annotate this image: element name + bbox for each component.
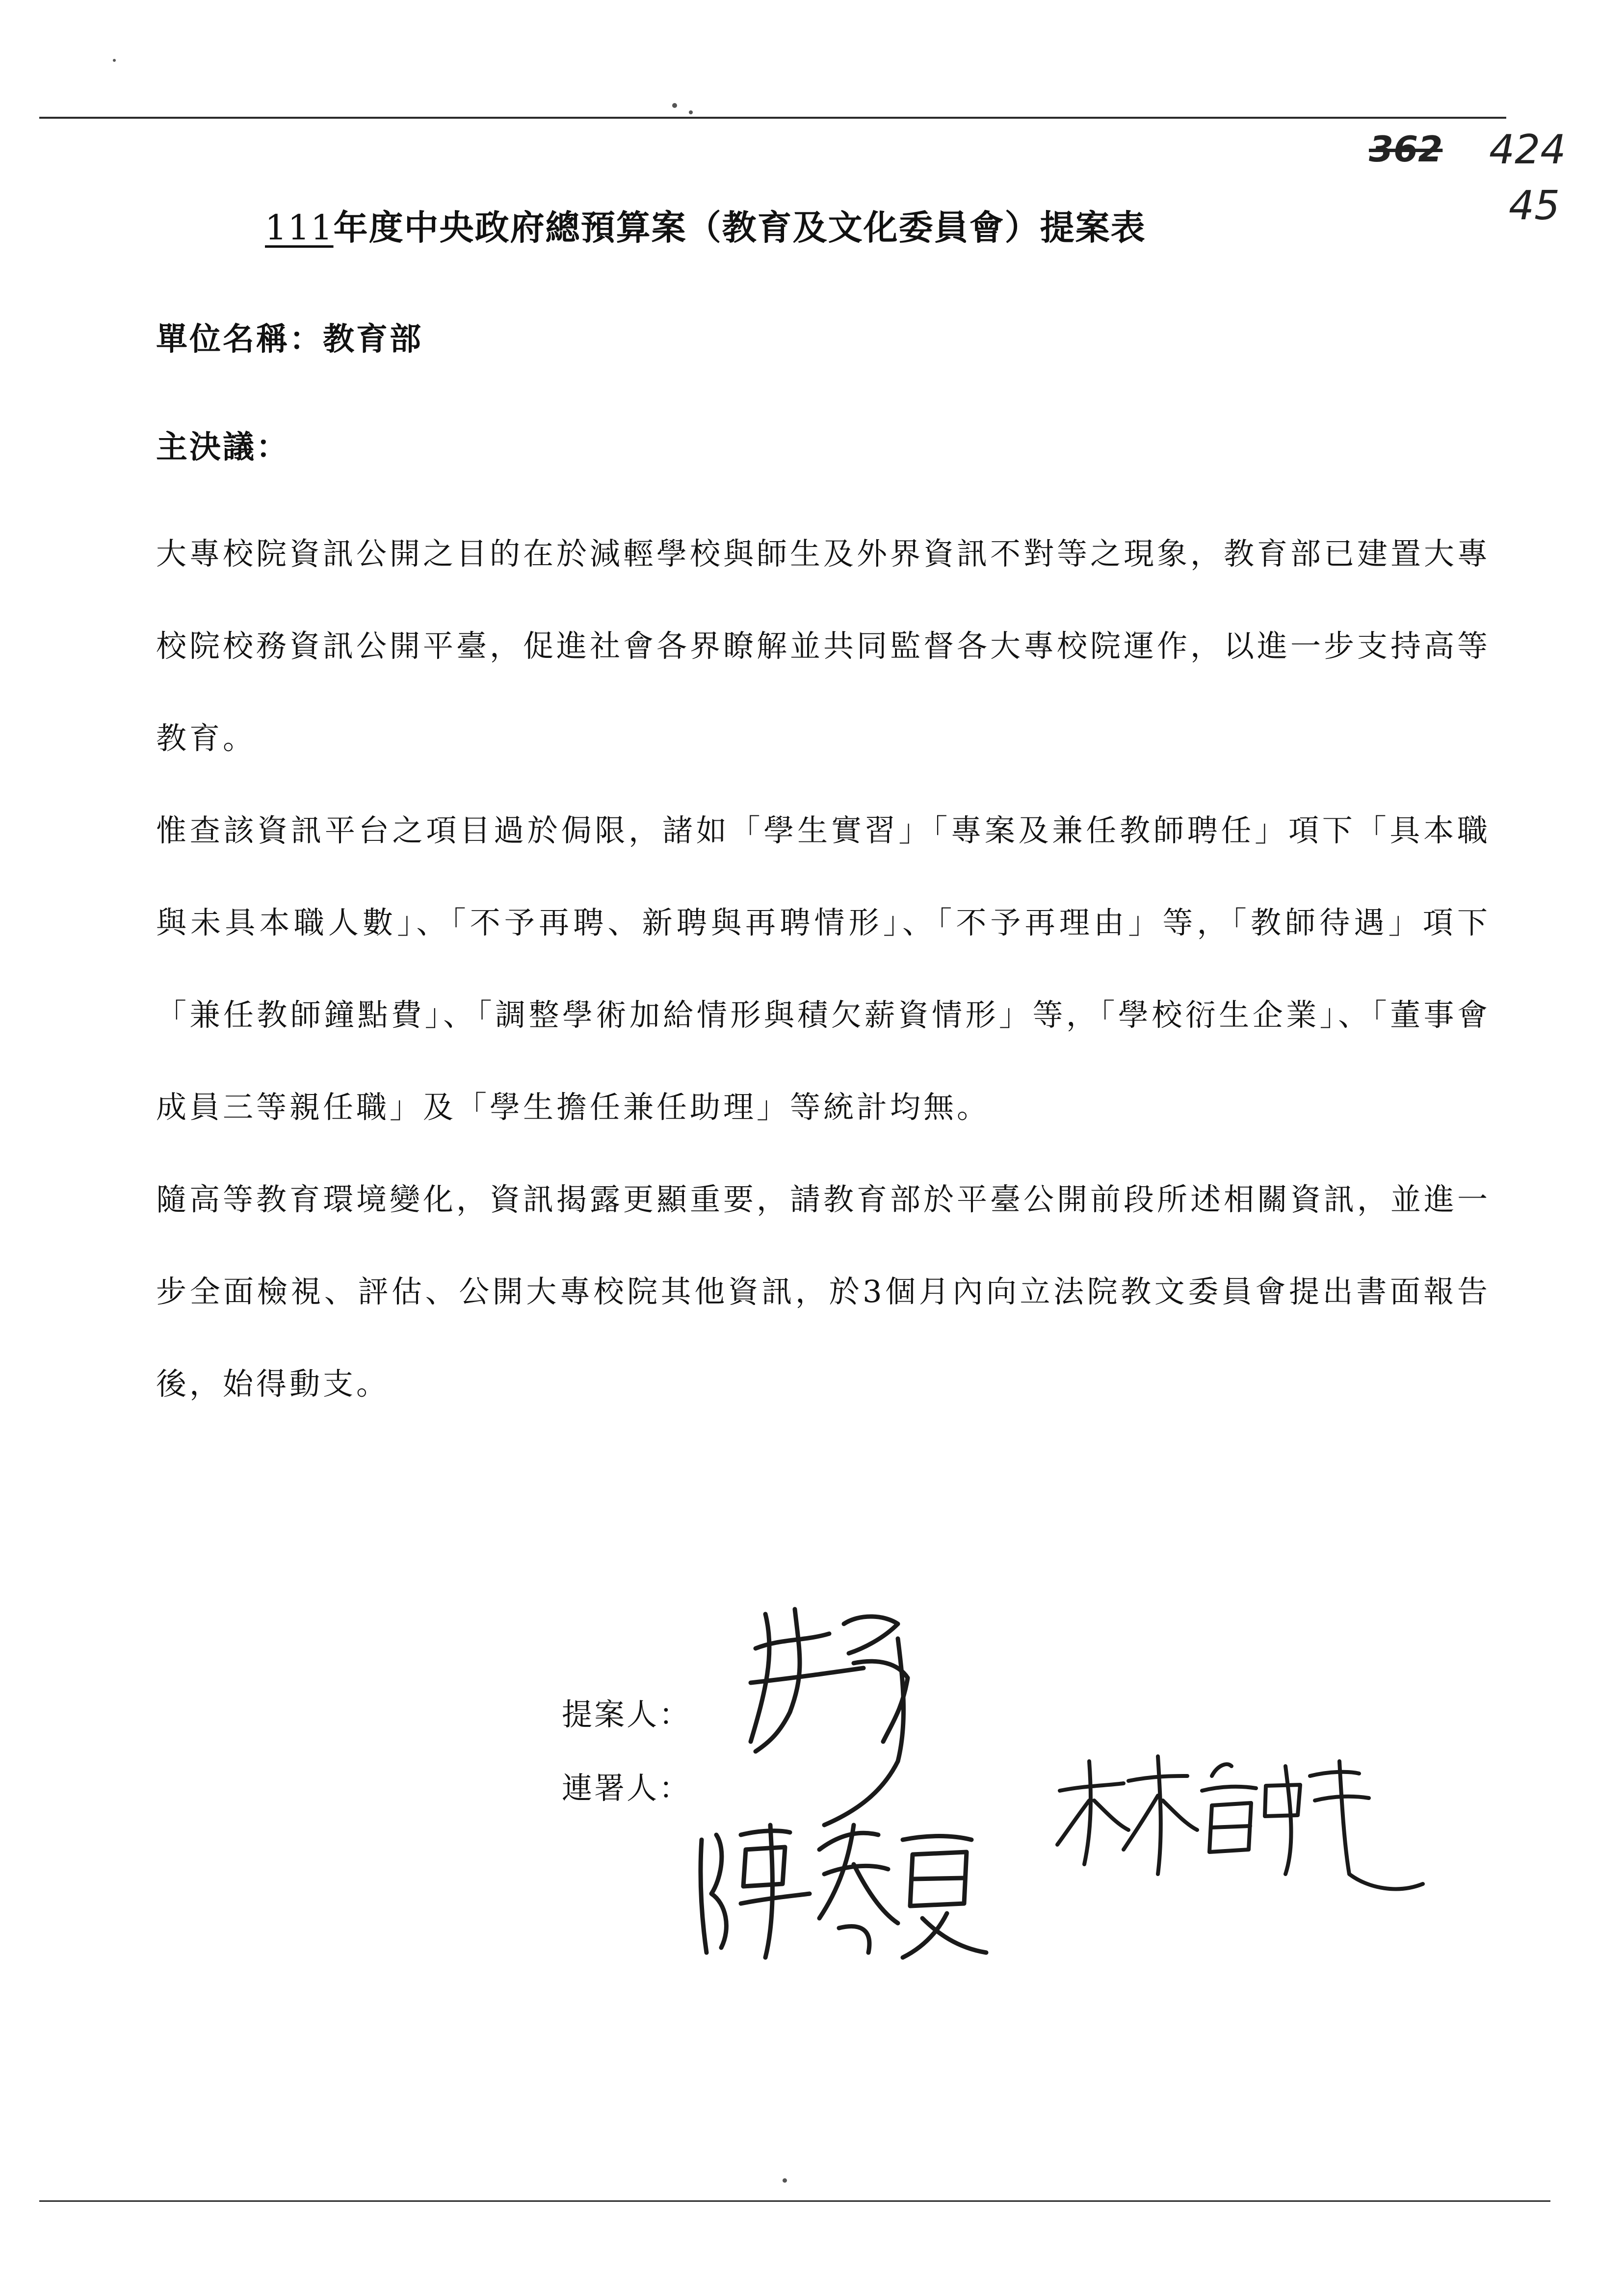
cosigner-signature-1 [692,1805,996,1967]
bottom-rule [39,2200,1550,2202]
proposer-label: 提案人： [562,1696,692,1732]
scan-speck [689,110,693,114]
top-rule [39,117,1506,119]
scan-speck [783,2178,787,2183]
cosigner-label: 連署人： [562,1770,692,1806]
unit-name: 單位名稱：教育部 [156,321,423,358]
main-resolution-label: 主決議： [156,429,289,466]
paragraph-2: 惟查該資訊平台之項目過於侷限，諸如「學生實習」「專案及兼任教師聘任」項下「具本職與未具本職人數」、「不予再聘、新聘與再聘情形」、「不予再理由」等，「教師待遇」項下「兼任教師鐘點費」、「調整學術加給情形與積欠薪資情形」等，「學校衍生企業」、「董事會成員三等親任職」及「學生擔任兼任助理」等統計均無。 [156,812,1491,1125]
scan-speck [113,59,116,62]
handwritten-document-number: 424 [1489,127,1566,173]
title-text: 年度中央政府總預算案（教育及文化委員會）提案表 [333,207,1146,248]
struck-document-number: 362 [1369,129,1443,170]
paragraph-1: 大專校院資訊公開之目的在於減輕學校與師生及外界資訊不對等之現象，教育部已建置大專校院校務資訊公開平臺，促進社會各界瞭解並共同監督各大專校院運作，以進一步支持高等教育。 [156,536,1491,756]
paragraph-3: 隨高等教育環境變化，資訊揭露更顯重要，請教育部於平臺公開前段所述相關資訊，並進一步全面檢視、評估、公開大專校院其他資訊，於3個月內向立法院教文委員會提出書面報告後，始得動支。 [156,1181,1491,1402]
handwritten-page-number: 45 [1509,183,1560,229]
document-title [265,200,1146,250]
resolution-body [156,508,1491,1430]
scan-speck [672,103,677,108]
cosigner-signature-1-text: 陳秀寳 [692,1805,693,1806]
proposer-signature-text: 范雲 [736,1594,737,1595]
proposer-signature [736,1594,942,1830]
cosigner-signature-2 [1055,1747,1428,1913]
signatory-labels [562,1678,691,1825]
title-year: 111 [265,208,334,248]
